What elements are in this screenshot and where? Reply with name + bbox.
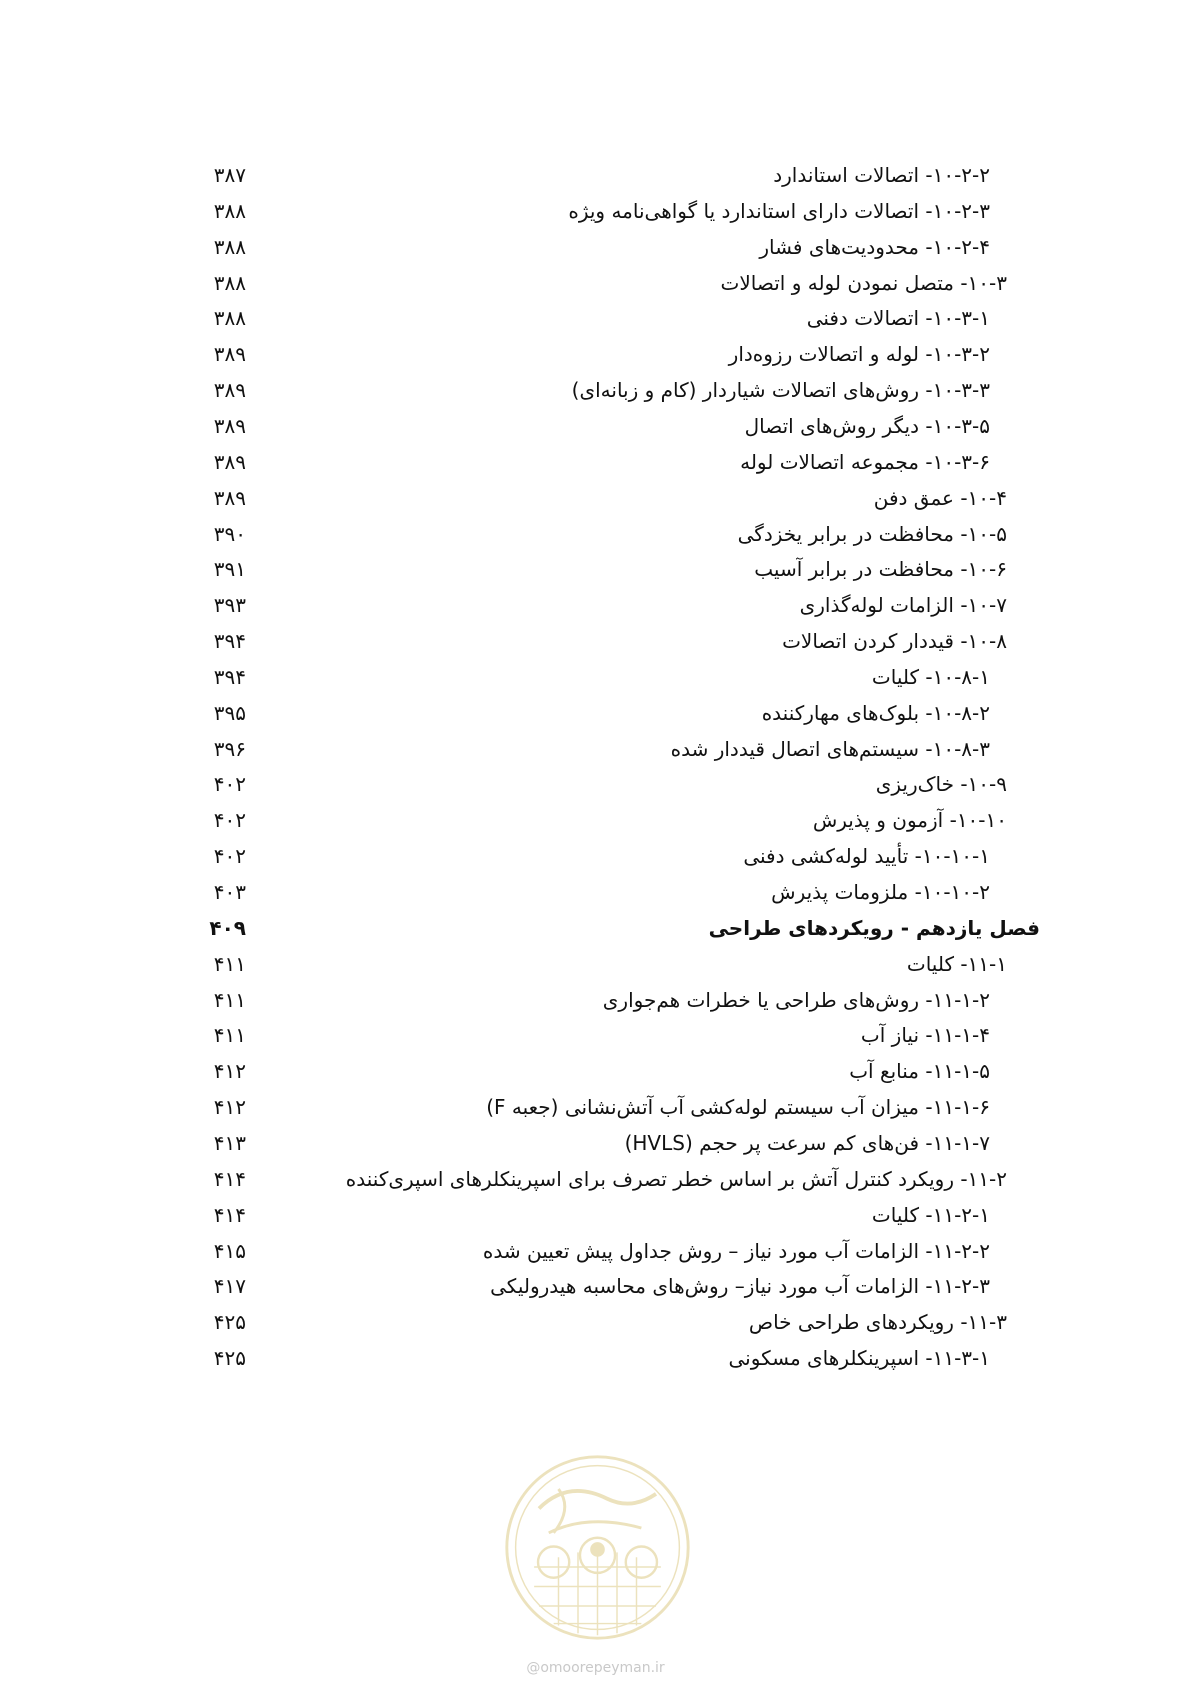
toc-entry-title: ۱۰-۳-۵- دیگر روش‌های اتصال [744, 413, 990, 438]
toc-row [0, 264, 1191, 302]
toc-entry-title: ۱۰-۸-۱- کلیات [871, 664, 990, 689]
toc-entry-title: ۱۰-۸-۳- سیستم‌های اتصال قیددار شده [670, 736, 990, 761]
toc-page-number: ۳۹۰ [213, 521, 246, 546]
toc-entry-title: ۱۰-۳-۲- لوله و اتصالات رزوه‌دار [728, 342, 990, 367]
toc-page-number: ۴۰۹ [209, 915, 246, 940]
toc-page-number: ۳۹۵ [213, 700, 246, 725]
toc-entry-title: ۱۰-۸-۲- بلوک‌های مهارکننده [761, 700, 990, 725]
toc-entry-title: ۱۱-۲-۲- الزامات آب مورد نیاز – روش جداول پیش تعیین شده [482, 1238, 990, 1263]
toc-entry-title: فصل یازدهم - رویکردهای طراحی [708, 915, 1040, 940]
toc-page-number: ۴۱۴ [213, 1202, 246, 1227]
toc-entry-title: ۱۰-۲-۴- محدودیت‌های فشار [759, 234, 990, 259]
toc-row [0, 228, 1191, 266]
toc-row [0, 1196, 1191, 1234]
toc-page-number: ۳۸۹ [213, 449, 246, 474]
toc-row [0, 1016, 1191, 1054]
toc-row [0, 1339, 1191, 1377]
toc-row [0, 1303, 1191, 1341]
toc-row [0, 694, 1191, 732]
toc-row [0, 443, 1191, 481]
toc-row [0, 730, 1191, 768]
toc-row [0, 156, 1191, 194]
toc-entry-title: ۱۰-۲-۳- اتصالات دارای استاندارد یا گواهی‌نامه ویژه [568, 198, 990, 223]
toc-row [0, 479, 1191, 517]
toc-entry-title: ۱۰-۳-۳- روش‌های اتصالات شیاردار (کام و زبانه‌ای) [571, 378, 990, 403]
toc-row [0, 837, 1191, 875]
toc-page-number: ۳۸۹ [213, 378, 246, 403]
toc-page-number: ۴۰۲ [213, 772, 246, 797]
company-seal-icon [500, 1450, 695, 1645]
toc-row [0, 407, 1191, 445]
toc-entry-title: ۱۱-۱-۵- منابع آب [849, 1059, 990, 1084]
toc-row [0, 945, 1191, 983]
toc-page-number: ۳۹۳ [213, 593, 246, 618]
toc-page-number: ۴۲۵ [213, 1346, 246, 1371]
toc-row [0, 192, 1191, 230]
toc-page-number: ۳۸۸ [213, 306, 246, 331]
toc-page-number: ۳۹۶ [213, 736, 246, 761]
toc-entry-title: ۱۰-۵- محافظت در برابر یخزدگی [737, 521, 1007, 546]
toc-row [0, 873, 1191, 911]
toc-row [0, 1124, 1191, 1162]
toc-page-number: ۴۱۲ [213, 1059, 246, 1084]
toc-entry-title: ۱۰-۱۰- آزمون و پذیرش [812, 808, 1007, 833]
toc-row [0, 981, 1191, 1019]
toc-entry-title: ۱۰-۳-۱- اتصالات دفنی [806, 306, 990, 331]
toc-row [0, 1052, 1191, 1090]
toc-page-number: ۴۱۱ [213, 987, 246, 1012]
toc-row [0, 335, 1191, 373]
toc-entry-title: ۱۰-۲-۲- اتصالات استاندارد [773, 163, 990, 187]
toc-page-number: ۴۱۳ [213, 1130, 246, 1155]
toc-entry-title: ۱۰-۱۰-۲- ملزومات پذیرش [771, 880, 990, 904]
toc-row [0, 1267, 1191, 1305]
toc-page-number: ۴۲۵ [213, 1310, 246, 1335]
toc-row [0, 515, 1191, 553]
toc-row [0, 550, 1191, 588]
toc-entry-title: ۱۱-۲-۳- الزامات آب مورد نیاز– روش‌های محاسبه هیدرولیکی [490, 1274, 990, 1299]
toc-entry-title: ۱۰-۳- متصل نمودن لوله و اتصالات [720, 270, 1007, 295]
toc-entry-title: ۱۰-۱۰-۱- تأیید لوله‌کشی دفنی [743, 844, 990, 869]
toc-row [0, 658, 1191, 696]
toc-page-number: ۳۸۹ [213, 342, 246, 367]
toc-page-number: ۴۰۳ [213, 880, 246, 904]
toc-page-number: ۴۱۲ [213, 1095, 246, 1120]
toc-page-number: ۳۸۹ [213, 413, 246, 438]
toc-row [0, 765, 1191, 803]
toc-row [0, 299, 1191, 337]
toc-page-number: ۴۰۲ [213, 808, 246, 833]
toc-page-number: ۴۱۴ [213, 1166, 246, 1191]
toc-row [0, 1232, 1191, 1270]
toc-entry-title: ۱۱-۱-۷- فن‌های کم سرعت پر حجم (HVLS) [624, 1130, 990, 1155]
toc-entry-title: ۱۱-۲- رویکرد کنترل آتش بر اساس خطر تصرف برای اسپرینکلرهای اسپری‌کننده [345, 1166, 1007, 1191]
toc-entry-title: ۱۰-۳-۶- مجموعه اتصالات لوله [740, 449, 990, 474]
toc-row [0, 801, 1191, 839]
toc-entry-title: ۱۱-۳- رویکردهای طراحی خاص [748, 1310, 1007, 1335]
toc-page-number: ۳۹۱ [213, 557, 246, 582]
toc-entry-title: ۱۰-۶- محافظت در برابر آسیب [754, 557, 1007, 582]
toc-chapter-row [0, 909, 1191, 947]
toc-entry-title: ۱۱-۲-۱- کلیات [871, 1202, 990, 1227]
toc-page-number: ۳۸۸ [213, 234, 246, 259]
toc-page-number: ۳۸۸ [213, 198, 246, 223]
toc-page-number: ۳۸۹ [213, 485, 246, 510]
toc-page-number: ۴۱۷ [213, 1274, 246, 1299]
toc-page-number: ۴۰۲ [213, 844, 246, 869]
toc-row [0, 586, 1191, 624]
toc-entry-title: ۱۱-۱-۲- روش‌های طراحی یا خطرات هم‌جواری [602, 987, 990, 1012]
toc-row [0, 371, 1191, 409]
toc-row [0, 1088, 1191, 1126]
toc-entry-title: ۱۱-۱-۴- نیاز آب [860, 1023, 990, 1048]
toc-entry-title: ۱۰-۴- عمق دفن [873, 485, 1007, 510]
toc-row [0, 1160, 1191, 1198]
toc-row [0, 622, 1191, 660]
toc-page-number: ۳۹۴ [213, 664, 246, 689]
toc-page-number: ۳۸۷ [213, 163, 246, 187]
toc-entry-title: ۱۰-۸- قیددار کردن اتصالات [782, 629, 1007, 654]
toc-page-number: ۴۱۱ [213, 1023, 246, 1048]
toc-page-number: ۳۹۴ [213, 629, 246, 654]
toc-page-number: ۳۸۸ [213, 270, 246, 295]
toc-entry-title: ۱۱-۳-۱- اسپرینکلرهای مسکونی [728, 1346, 990, 1371]
website-watermark: @omoorepeyman.ir [526, 1660, 665, 1676]
toc-page-number: ۴۱۵ [213, 1238, 246, 1263]
toc-entry-title: ۱۰-۷- الزامات لوله‌گذاری [799, 593, 1007, 618]
toc-entry-title: ۱۱-۱- کلیات [906, 951, 1007, 976]
toc-entry-title: ۱۰-۹- خاک‌ریزی [875, 772, 1007, 797]
toc-entry-title: ۱۱-۱-۶- میزان آب سیستم لوله‌کشی آب آتش‌نشانی (جعبه F) [486, 1095, 990, 1120]
toc-page-number: ۴۱۱ [213, 951, 246, 976]
